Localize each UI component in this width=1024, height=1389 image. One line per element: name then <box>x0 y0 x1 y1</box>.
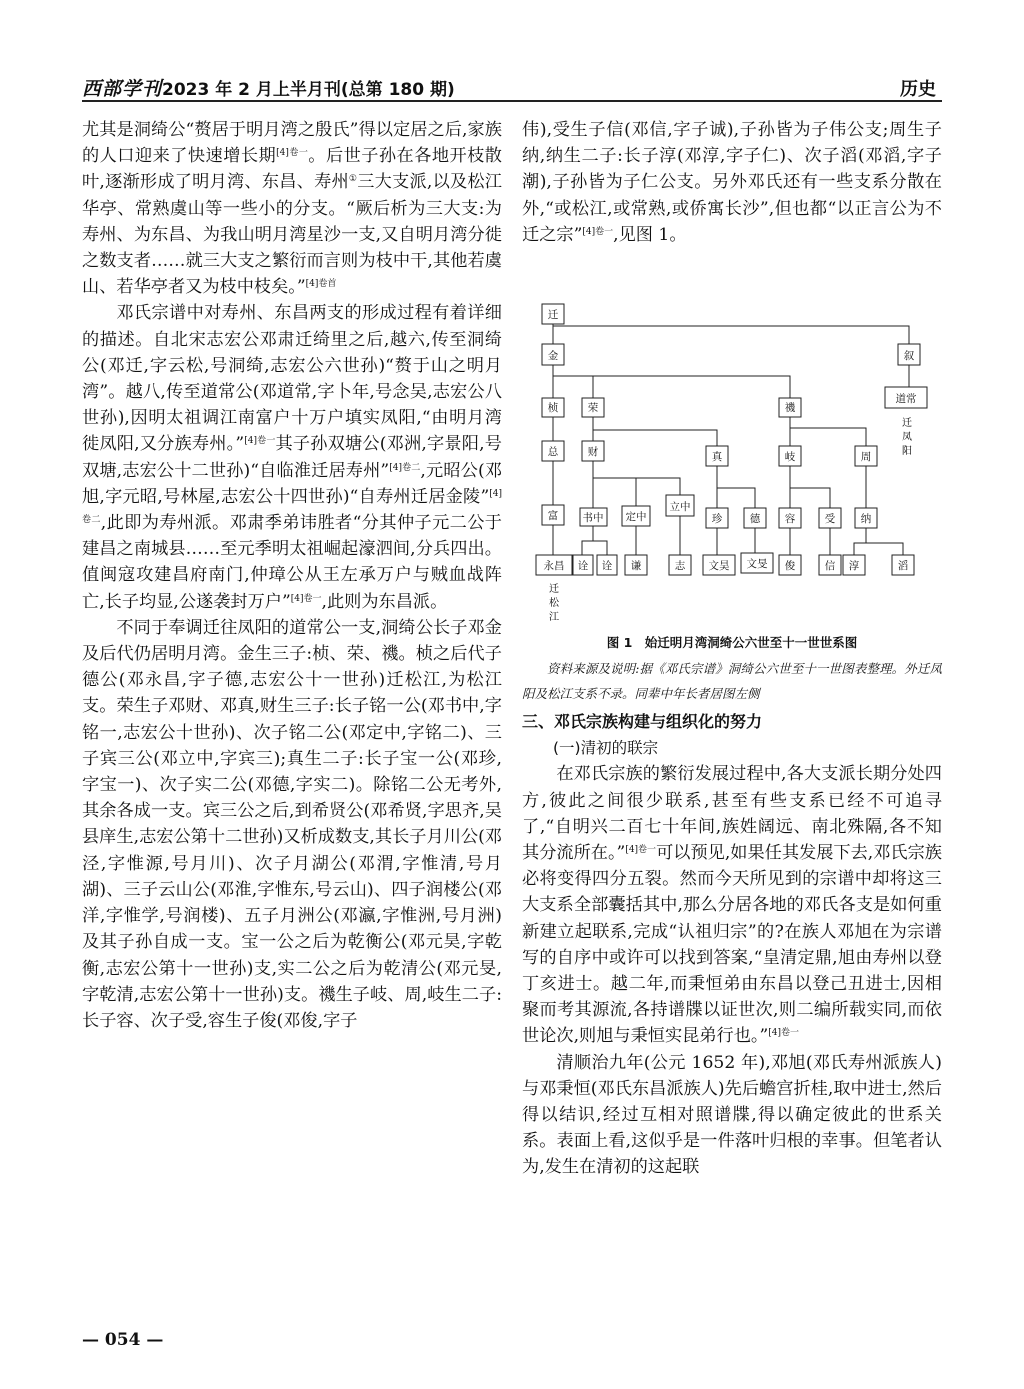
citation: [4]卷二 <box>389 462 421 473</box>
node-zhenzh: 珍 <box>711 513 723 525</box>
node-yongchang: 永昌 <box>543 560 565 572</box>
genealogy-figure <box>522 298 942 634</box>
citation: [4]卷一 <box>768 1028 800 1039</box>
section-name: 历史 <box>900 79 936 100</box>
figure-caption: 图 1 始迁明月湾洞绮公六世至十一世世系图 <box>606 635 858 650</box>
issue-info: 2023 年 2 月上半月刊(总第 180 期) <box>162 80 455 100</box>
node-dingzhong: 定中 <box>625 511 647 523</box>
node-daochang: 道常 <box>895 393 917 405</box>
subsection-heading: (一)清初的联宗 <box>553 739 659 758</box>
section-heading: 三、邓氏宗族构建与组织化的努力 <box>522 712 763 731</box>
node-zhi: 志 <box>674 560 686 572</box>
header-rule <box>82 100 942 102</box>
citation: [4]卷一 <box>625 845 657 856</box>
citation: [4]卷一 <box>244 436 276 447</box>
node-quan1: 诠 <box>577 560 589 572</box>
node-lizhong: 立中 <box>669 501 691 513</box>
page-number: — 054 — <box>82 1330 164 1350</box>
paragraph: 尤其是洞绮公“赘居于明月湾之殷氏”得以定居之后,家族的人口迎来了快速增长期$^{[4]卷一}$。后世子孙在各地开枝散叶,逐渐形成了明月湾、东昌、寿州①三大支派,以及松江华亭、常熟虞山等一些小的分支。“厥后析为三大支:为寿州、为东昌、为我山明月湾星沙一支,又自明月湾分徙之数支者……就三大支之繁衍而言则为枝中干,其他若虞山、若华亭者又为枝中枝矣。”$^{[4]卷首}$ <box>82 120 502 298</box>
paragraph: 清顺治九年(公元 1652 年),邓旭(邓氏寿州派族人)与邓秉恒(邓氏东昌派族人)先后蟾宫折桂,取中进士,然后得以结识,经过互相对照谱牒,得以确定彼此的世系关系。表面上看,这似乎是一件落叶归根的幸事。但笔者认为,发生在清初的这起联 <box>522 1052 942 1178</box>
node-tao: 滔 <box>897 560 909 572</box>
node-rongz: 容 <box>784 513 796 525</box>
node-chun: 淳 <box>848 560 860 572</box>
node-zhen2: 真 <box>711 451 723 463</box>
genealogy-tree <box>522 298 942 634</box>
paragraph: 不同于奉调迁往凤阳的道常公一支,洞绮公长子邓金及后代仍居明月湾。金生三子:桢、荣、禨。桢之后代子德公(邓永昌,字子德,志宏公十一世孙)迁松江,为松江支。荣生子邓财、邓真,财生三子:长子铭一公(邓书中,字铭一,志宏公十世孙)、次子铭二公(邓定中,字铭二)、三子宾三公(邓立中,字宾三);真生二子:长子宝一公(邓珍,字宝一)、次子实二公(邓德,字实二)。除铭二公无考外,其余各成一支。宾三公之后,到希贤公(邓希贤,字思齐,吴县庠生,志宏公第十二世孙)又析成数支,其长子月川公(邓泾,字惟源,号月川)、次子月湖公(邓渭,字惟清,号月湖)、三子云山公(邓淮,字惟东,号云山)、四子润楼公(邓洋,字惟学,号润楼)、五子月洲公(邓瀛,字惟洲,号月洲)及其子孙自成一支。宝一公之后为乾衡公(邓元昊,字乾衡,志宏公第十一世孙)支,实二公之后为乾清公(邓元旻,字乾清,志宏公第十一世孙)支。禨生子岐、周,岐生二子:长子容、次子受,容生子俊(邓俊,字子 <box>82 617 502 1031</box>
node-qian: 迁 <box>547 309 559 321</box>
node-fu: 富 <box>547 510 559 522</box>
node-qi: 岐 <box>784 451 796 463</box>
node-jun: 俊 <box>784 560 796 572</box>
left-column <box>82 117 502 1034</box>
node-jin: 金 <box>547 350 559 362</box>
node-rong: 荣 <box>587 402 599 414</box>
node-shuzhong: 书中 <box>582 512 604 524</box>
node-zhou: 周 <box>860 451 872 463</box>
figure-note: 资料来源及说明:据《邓氏宗谱》洞绮公六世至十一世图表整理。外迁凤阳及松江支系不录。同辈中年长者居图左侧 <box>522 661 942 701</box>
node-ji: 禨 <box>784 402 796 414</box>
section-3 <box>522 709 942 1181</box>
node-cai: 财 <box>587 446 599 458</box>
node-quan2: 诠 <box>601 560 613 572</box>
node-xin: 信 <box>824 560 836 572</box>
node-zong: 总 <box>547 446 559 458</box>
footnote-marker: ① <box>348 174 358 185</box>
running-header <box>82 74 942 102</box>
label-songjiang: 迁松江 <box>549 584 559 623</box>
node-wenmin: 文旻 <box>746 558 768 570</box>
citation: [4]卷一 <box>582 226 614 237</box>
node-de: 德 <box>749 513 761 525</box>
node-na: 纳 <box>860 513 872 525</box>
node-shou: 受 <box>824 513 836 525</box>
paragraph: 邓氏宗谱中对寿州、东昌两支的形成过程有着详细的描述。自北宋志宏公邓肃迁绮里之后,越六,传至洞绮公(邓迁,字云松,号洞绮,志宏公六世孙)“赘于山之明月湾”。越八,传至道常公(邓道常,字卜年,号念吴,志宏公八世孙),因明太祖调江南富户十万户填实凤阳,“由明月湾徙凤阳,又分族寿州。”$^{[4]卷一}$其子孙双塘公(邓洲,字景阳,号双塘,志宏公十二世孙)“自临淮迁居寿州”$^{[4]卷二}$,元昭公(邓旭,字元昭,号林屋,志宏公十四世孙)“自寿州迁居金陵”$^{[4]卷二}$,此即为寿州派。邓肃季弟讳胜者“分其仲子元二公于建昌之南城县……至元季明太祖崛起濠泗间,分兵四出。值闽寇攻建昌府南门,仲璋公从王左承万户与贼血战阵亡,长子均显,公遂袭封万户”$^{[4]卷一}$,此则为东昌派。 <box>82 303 503 612</box>
citation: [4]卷二 <box>82 488 502 526</box>
citation: [4]卷一 <box>276 148 309 159</box>
paragraph: 伟),受生子信(邓信,字子诚),子孙皆为子伟公支;周生子纳,纳生二子:长子淳(邓淳,字子仁)、次子滔(邓滔,字子潮),子孙皆为子仁公支。另外邓氏还有一些支系分散在外,“或松江,或常熟,或侨寓长沙”,但也都“以正言公为不迁之宗”$^{[4]卷一}$,见图 1。 <box>522 120 942 245</box>
right-column-top <box>522 117 942 248</box>
node-wenhao: 文昊 <box>708 560 730 572</box>
journal-logo: 西部学刊 <box>82 78 163 100</box>
paragraph: 在邓氏宗族的繁衍发展过程中,各大支派长期分处四方,彼此之间很少联系,甚至有些支系已经不可追寻了,“自明兴二百七十年间,族姓阔远、南北殊隔,各不知其分流所在。”$^{[4]卷一}$可以预见,如果任其发展下去,邓氏宗族必将变得四分五裂。然而今天所见到的宗谱中却将这三大支系全部囊括其中,那么分居各地的邓氏各支是如何重新建立起联系,完成“认祖归宗”的?在族人邓旭在为宗谱写的自序中或许可以找到答案,“皇清定鼎,旭由寿州以登丁亥进士。越二年,而秉恒弟由东昌以登己丑进士,因相聚而考其源流,各持谱牒以证世次,则二编所载实同,而依世论次,则旭与秉恒实昆弟行也。”$^{[4]卷一}$ <box>522 764 942 1047</box>
citation: [4]卷一 <box>290 593 322 604</box>
node-zhen: 桢 <box>547 402 559 414</box>
node-shu: 叙 <box>903 350 915 362</box>
node-qian2: 谦 <box>630 560 642 572</box>
citation: [4]卷首 <box>305 279 337 290</box>
label-fengyang: 迁凤阳 <box>902 418 912 457</box>
